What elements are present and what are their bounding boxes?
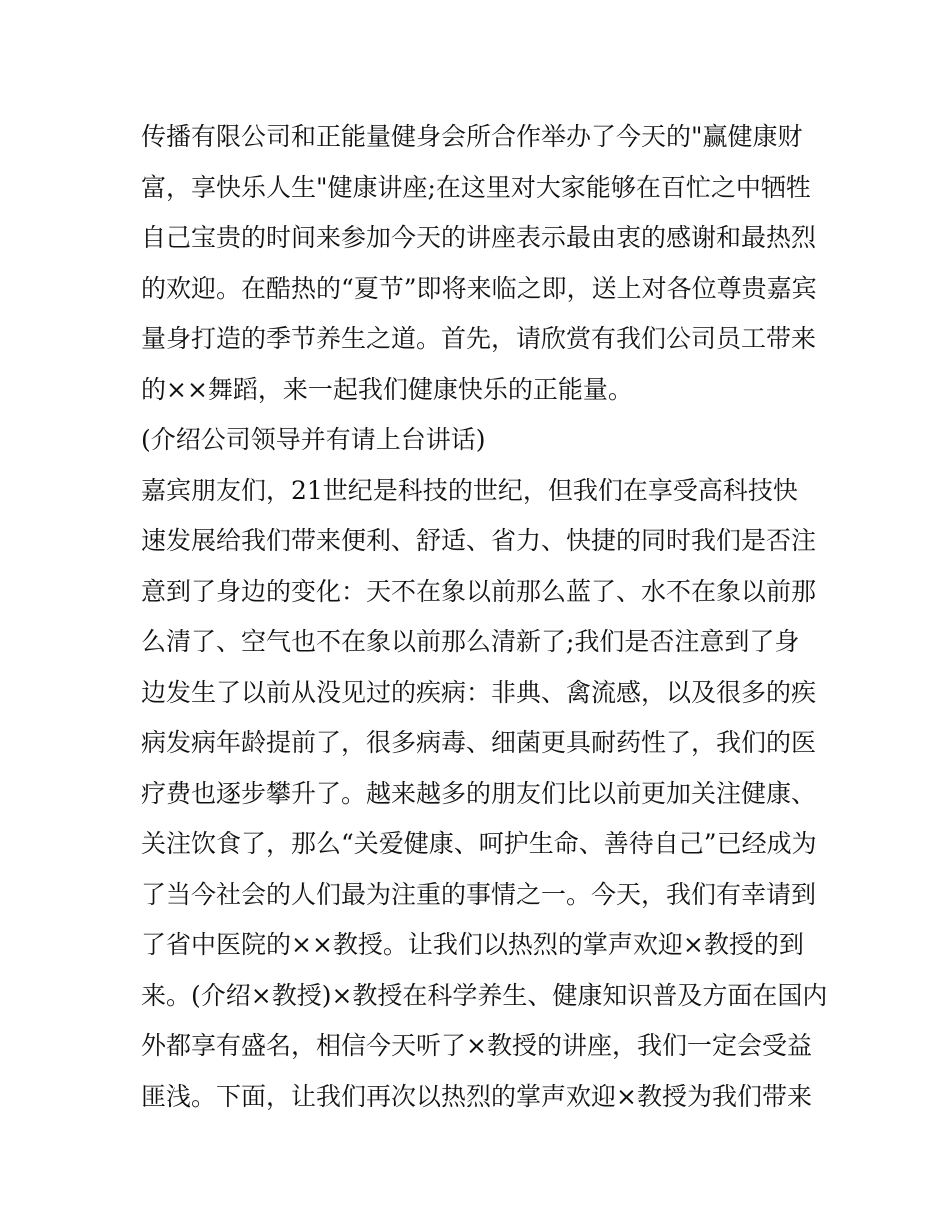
text-line: 富，享快乐人生"健康讲座;在这里对大家能够在百忙之中牺牲 (141, 172, 811, 202)
text-line: 关注饮食了，那么“关爱健康、呵护生命、善待自己”已经成为 (141, 829, 817, 858)
text-line: 量身打造的季节养生之道。首先，请欣赏有我们公司员工带来 (141, 324, 817, 353)
body-text (141, 112, 828, 1122)
text-line: 的欢迎。在酷热的“夏节”即将来临之即，送上对各位尊贵嘉宾 (141, 273, 817, 303)
text-line: 外都享有盛名，相信今天听了×教授的讲座，我们一定会受益 (141, 1031, 812, 1060)
text-line: 么清了、空气也不在象以前那么清新了;我们是否注意到了身 (141, 627, 800, 656)
text-line: 传播有限公司和正能量健身会所合作举办了今天的"赢健康财 (141, 122, 803, 151)
text-line: 病发病年龄提前了，很多病毒、细菌更具耐药性了，我们的医 (141, 728, 817, 757)
text-line: 嘉宾朋友们，21世纪是科技的世纪，但我们在享受高科技快 (141, 475, 798, 505)
text-line: 了当今社会的人们最为注重的事情之一。今天，我们有幸请到 (141, 879, 817, 909)
text-line: 匪浅。下面，让我们再次以热烈的掌声欢迎×教授为我们带来 (141, 1081, 812, 1111)
text-line: 的××舞蹈，来一起我们健康快乐的正能量。 (141, 374, 633, 404)
text-line: 意到了身边的变化：天不在象以前那么蓝了、水不在象以前那 (141, 576, 817, 606)
text-line: (介绍公司领导并有请上台讲话) (141, 425, 486, 454)
text-line: 速发展给我们带来便利、舒适、省力、快捷的同时我们是否注 (141, 526, 817, 555)
text-line: 自己宝贵的时间来参加今天的讲座表示最由衷的感谢和最热烈 (141, 223, 817, 252)
text-line: 来。(介绍×教授)×教授在科学养生、健康知识普及方面在国内 (141, 980, 828, 1010)
text-line: 边发生了以前从没见过的疾病：非典、禽流感，以及很多的疾 (141, 677, 817, 707)
text-line: 了省中医院的××教授。让我们以热烈的掌声欢迎×教授的到 (141, 930, 804, 959)
text-line: 疗费也逐步攀升了。越来越多的朋友们比以前更加关注健康、 (141, 778, 817, 808)
